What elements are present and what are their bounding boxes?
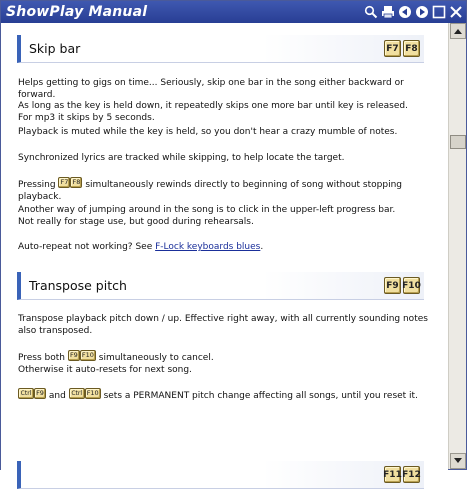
section-title: Skip bar	[29, 41, 81, 56]
text-fragment: sets a PERMANENT pitch change affecting all songs, until you reset it.	[103, 391, 418, 401]
text-fragment: Auto-repeat not working? See	[18, 242, 153, 252]
paragraph	[18, 127, 438, 139]
paragraph	[18, 314, 438, 337]
paragraph	[18, 179, 438, 203]
key-f9-icon: F9	[34, 388, 46, 399]
text-line: Otherwise it auto-resets for next song.	[18, 364, 192, 375]
section-keys	[384, 40, 420, 57]
text-line: Another way of jumping around in the song is to click in the upper-left progress bar.	[18, 205, 396, 215]
text-line: As long as the key is held down, it repeatedly skips one more bar until key is released.	[18, 101, 408, 111]
text-fragment: and	[48, 391, 66, 401]
section-header-next	[17, 461, 424, 489]
scroll-down-button[interactable]	[450, 453, 466, 469]
arrow-down-icon	[454, 458, 462, 464]
key-f12-icon: F12	[403, 466, 420, 483]
print-icon[interactable]	[380, 4, 396, 20]
paragraph	[18, 390, 438, 403]
key-f10-icon: F10	[85, 388, 101, 399]
text-line	[18, 352, 438, 365]
text-line: also transposed.	[18, 325, 93, 336]
key-f8-icon: F8	[403, 40, 420, 57]
section-keys	[384, 277, 420, 294]
back-icon[interactable]	[397, 4, 413, 20]
f-lock-keyboards-link[interactable]: F-Lock keyboards blues	[155, 242, 261, 252]
search-icon[interactable]	[363, 4, 379, 20]
text-line: Playback is muted while the key is held, so you don't hear a crazy mumble of notes.	[18, 127, 398, 137]
text-fragment: Press both	[18, 353, 65, 363]
text-fragment: .	[260, 242, 264, 252]
key-f10-icon: F10	[403, 277, 420, 294]
text-line	[18, 242, 438, 254]
key-ctrl-icon: Ctrl	[18, 388, 34, 399]
arrow-up-icon	[454, 28, 462, 34]
text-line: Helps getting to gigs on time... Seriously, skip one bar in the song either backward or forward.	[18, 78, 404, 100]
forward-icon[interactable]	[414, 4, 430, 20]
minimize-icon[interactable]	[431, 4, 447, 20]
key-f9-icon: F9	[68, 350, 80, 361]
title-bar[interactable]	[1, 1, 466, 23]
text-fragment: simultaneously rewinds directly to beginning of song without stopping playback.	[18, 180, 402, 202]
paragraph	[18, 352, 438, 376]
paragraph	[18, 153, 438, 165]
scroll-up-button[interactable]	[450, 23, 466, 39]
paragraph	[18, 242, 438, 254]
key-ctrl-icon: Ctrl	[69, 388, 85, 399]
key-f7-icon: F7	[58, 177, 70, 188]
text-line: Synchronized lyrics are tracked while skipping, to help locate the target.	[18, 153, 345, 163]
key-f11-icon: F11	[384, 466, 401, 483]
text-line	[18, 390, 438, 403]
section-keys	[384, 466, 420, 483]
text-fragment: simultaneously to cancel.	[98, 353, 214, 363]
key-f7-icon: F7	[384, 40, 401, 57]
key-f9-icon: F9	[384, 277, 401, 294]
text-fragment: Pressing	[18, 180, 56, 190]
paragraph	[18, 78, 438, 124]
text-line: Transpose playback pitch down / up. Effective right away, with all currently sounding notes	[18, 314, 428, 324]
text-line: For mp3 it skips by 5 seconds.	[18, 112, 155, 123]
section-header-transpose-pitch	[17, 272, 424, 300]
title-bar-controls	[363, 4, 464, 20]
close-icon[interactable]	[448, 4, 464, 20]
section-header-skip-bar	[17, 35, 424, 63]
key-f10-icon: F10	[80, 350, 96, 361]
section-title: Transpose pitch	[29, 278, 127, 293]
manual-content[interactable]	[1, 23, 448, 480]
key-f8-icon: F8	[70, 177, 82, 188]
window-title: ShowPlay Manual	[6, 4, 148, 20]
paragraph	[18, 205, 438, 228]
text-line	[18, 179, 438, 203]
vertical-scrollbar[interactable]	[448, 23, 466, 469]
scroll-thumb[interactable]	[450, 135, 466, 149]
text-line: Not really for stage use, but good during rehearsals.	[18, 216, 254, 227]
